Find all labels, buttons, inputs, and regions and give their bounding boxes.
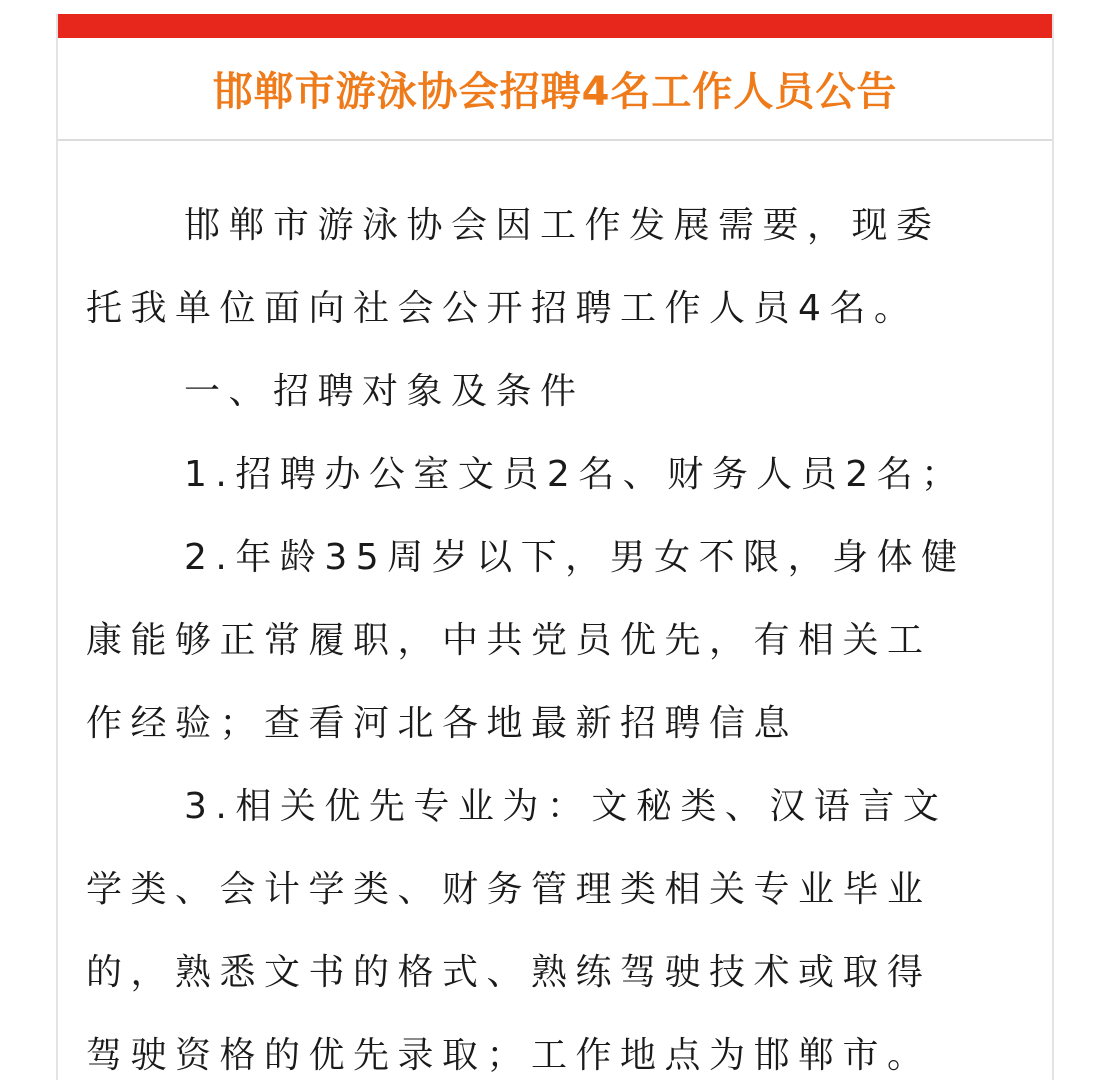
paragraph-line: 邯郸市游泳协会因工作发展需要，现委 [184, 205, 941, 246]
article-card [56, 14, 1054, 1080]
header-accent-bar [58, 14, 1052, 38]
paragraph-line: 康能够正常履职，中共党员优先，有相关工 [86, 620, 932, 661]
title-section [58, 38, 1052, 141]
paragraph-line: 驾驶资格的优先录取；工作地点为邯郸市。 [86, 1035, 932, 1076]
list-item: 2.年龄35周岁以下，男女不限，身体健 [184, 537, 966, 578]
article-title: 邯郸市游泳协会招聘4名工作人员公告 [212, 69, 898, 115]
article-body [86, 184, 986, 1080]
list-item: 1.招聘办公室文员2名、财务人员2名； [184, 454, 966, 495]
section-heading: 一、招聘对象及条件 [184, 371, 585, 412]
paragraph-line: 学类、会计学类、财务管理类相关专业毕业 [86, 869, 932, 910]
paragraph-line: 作经验；查看河北各地最新招聘信息 [86, 703, 799, 744]
list-item: 3.相关优先专业为：文秘类、汉语言文 [184, 786, 948, 827]
paragraph-line: 的，熟悉文书的格式、熟练驾驶技术或取得 [86, 952, 932, 993]
paragraph-line: 托我单位面向社会公开招聘工作人员4名。 [86, 288, 919, 329]
